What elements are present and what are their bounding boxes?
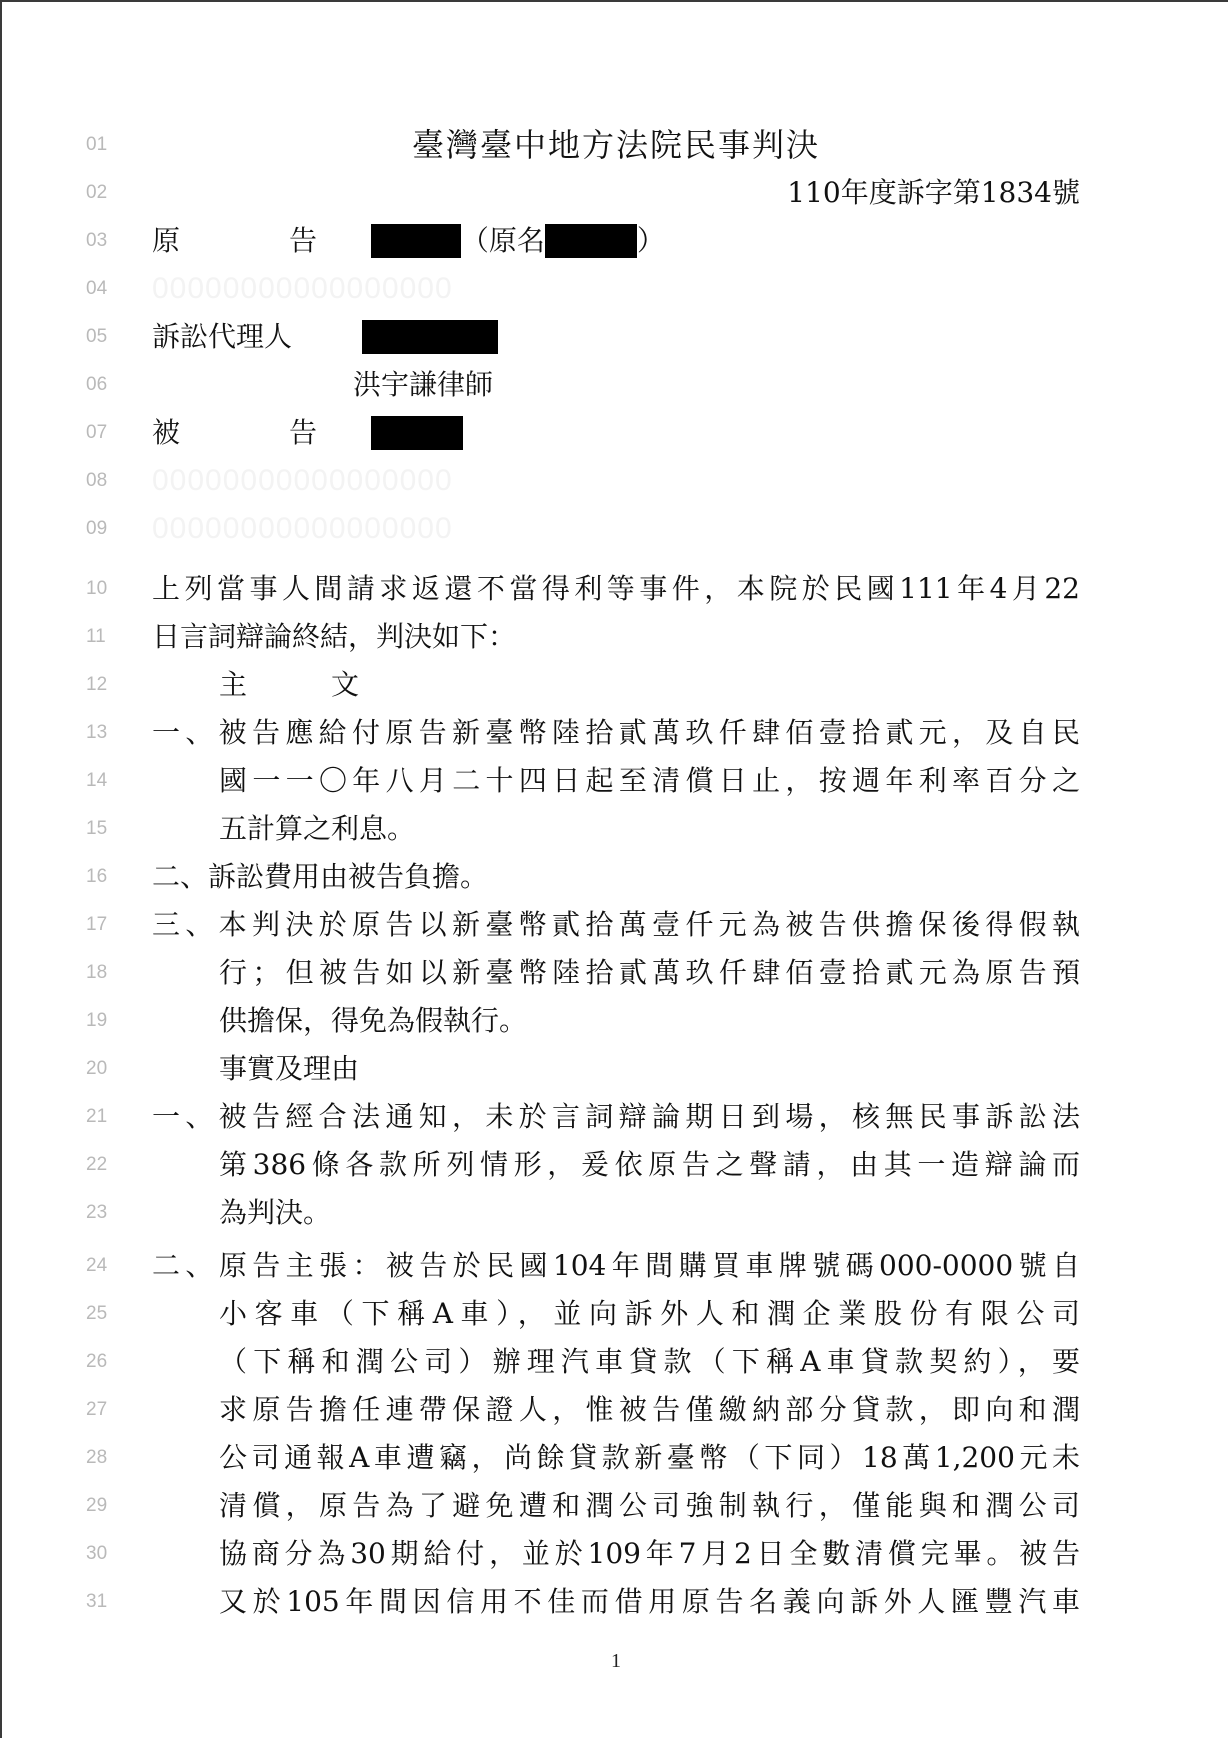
body-text: 上列當事人間請求返還不當得利等事件，本院於民國111年4月22 (152, 572, 1080, 605)
line-13 (2, 709, 1228, 757)
line-number: 19 (86, 1010, 108, 1031)
line-24 (2, 1242, 1228, 1290)
placeholder-address: 00000000000000000 (152, 512, 453, 545)
section-heading-facts: 事實及理由 (219, 1052, 360, 1085)
line-number: 30 (86, 1543, 108, 1564)
line-12 (2, 661, 1228, 709)
line-number: 18 (86, 962, 108, 983)
line-10 (2, 565, 1228, 613)
document-title: 臺灣臺中地方法院民事判決 (411, 126, 820, 164)
line-number: 02 (86, 182, 108, 203)
line-number: 06 (86, 374, 108, 395)
line-23 (2, 1189, 1228, 1237)
line-number: 10 (86, 578, 108, 599)
line-08 (2, 457, 1228, 505)
line-number: 21 (86, 1106, 108, 1127)
line-30 (2, 1530, 1228, 1578)
line-number: 17 (86, 914, 108, 935)
line-number: 03 (86, 230, 108, 251)
line-number: 27 (86, 1399, 108, 1420)
page-number: 1 (611, 1650, 621, 1672)
line-number: 28 (86, 1447, 108, 1468)
counsel-row (152, 313, 498, 361)
line-number: 24 (86, 1255, 108, 1276)
body-text: 求原告擔任連帶保證人，惟被告僅繳納部分貸款，即向和潤 (219, 1393, 1080, 1426)
line-number: 23 (86, 1202, 108, 1223)
line-19 (2, 997, 1228, 1045)
body-text: 協商分為30期給付，並於109年7月2日全數清償完畢。被告 (219, 1537, 1080, 1570)
body-text: 一、被告經合法通知，未於言詞辯論期日到場，核無民事訴訟法 (152, 1100, 1080, 1133)
placeholder-address: 00000000000000000 (152, 272, 453, 305)
body-text: 又於105年間因信用不佳而借用原告名義向訴外人匯豐汽車 (219, 1585, 1080, 1618)
case-number: 110年度訴字第1834號 (787, 176, 1080, 209)
former-name-open: （原名 (460, 224, 545, 257)
line-number: 14 (86, 770, 108, 791)
counsel-label: 訴訟代理人 (152, 320, 293, 353)
line-28 (2, 1434, 1228, 1482)
defendant-row (152, 409, 463, 457)
line-number: 01 (86, 134, 108, 155)
counsel-name-2: 洪宇謙律師 (353, 368, 494, 401)
body-text: 二、原告主張：被告於民國104年間購買車牌號碼000-0000號自 (152, 1249, 1080, 1282)
line-22 (2, 1141, 1228, 1189)
section-heading-main: 主 文 (219, 668, 360, 701)
line-02 (2, 169, 1228, 217)
line-09 (2, 505, 1228, 553)
line-03 (2, 217, 1228, 265)
line-number: 29 (86, 1495, 108, 1516)
body-text: 公司通報A車遭竊，尚餘貸款新臺幣（下同）18萬1,200元未 (219, 1441, 1080, 1474)
redacted-plaintiff-name (371, 224, 461, 258)
line-number: 07 (86, 422, 108, 443)
body-text: 國一一〇年八月二十四日起至清償日止，按週年利率百分之 (219, 764, 1080, 797)
line-27 (2, 1386, 1228, 1434)
line-17 (2, 901, 1228, 949)
line-11 (2, 613, 1228, 661)
redacted-defendant-name (371, 416, 463, 450)
redacted-counsel-name (362, 320, 498, 354)
body-text: 二、訴訟費用由被告負擔。 (152, 860, 489, 893)
line-number: 05 (86, 326, 108, 347)
body-text: 為判決。 (219, 1196, 332, 1229)
plaintiff-row (152, 217, 665, 265)
line-number: 04 (86, 278, 108, 299)
body-text: 供擔保，得免為假執行。 (219, 1004, 528, 1037)
line-04 (2, 265, 1228, 313)
line-18 (2, 949, 1228, 997)
body-text: 三、本判決於原告以新臺幣貳拾萬壹仟元為被告供擔保後得假執 (152, 908, 1080, 941)
line-number: 31 (86, 1591, 108, 1612)
line-21 (2, 1093, 1228, 1141)
line-29 (2, 1482, 1228, 1530)
line-01 (2, 121, 1228, 169)
line-20 (2, 1045, 1228, 1093)
former-name-close: ） (636, 224, 665, 257)
line-number: 11 (86, 626, 106, 647)
line-number: 20 (86, 1058, 108, 1079)
body-text: 小客車（下稱A車），並向訴外人和潤企業股份有限公司 (219, 1297, 1080, 1330)
line-14 (2, 757, 1228, 805)
body-text: 第386條各款所列情形，爰依原告之聲請，由其一造辯論而 (219, 1148, 1080, 1181)
line-16 (2, 853, 1228, 901)
placeholder-address: 00000000000000000 (152, 464, 453, 497)
defendant-label: 被 告 (152, 416, 317, 449)
line-number: 22 (86, 1154, 108, 1175)
line-07 (2, 409, 1228, 457)
line-06 (2, 361, 1228, 409)
plaintiff-label: 原 告 (152, 224, 317, 257)
line-number: 25 (86, 1303, 108, 1324)
body-text: 行；但被告如以新臺幣陸拾貳萬玖仟肆佰壹拾貳元為原告預 (219, 956, 1080, 989)
line-number: 12 (86, 674, 108, 695)
line-number: 13 (86, 722, 108, 743)
line-25 (2, 1290, 1228, 1338)
body-text: 日言詞辯論終結，判決如下： (152, 620, 517, 653)
redacted-former-name (545, 224, 637, 258)
line-26 (2, 1338, 1228, 1386)
body-text: （下稱和潤公司）辦理汽車貸款（下稱A車貸款契約），要 (219, 1345, 1080, 1378)
line-05 (2, 313, 1228, 361)
line-number: 09 (86, 518, 108, 539)
line-number: 26 (86, 1351, 108, 1372)
line-number: 16 (86, 866, 108, 887)
line-15 (2, 805, 1228, 853)
line-number: 15 (86, 818, 108, 839)
body-text: 一、被告應給付原告新臺幣陸拾貳萬玖仟肆佰壹拾貳元，及自民 (152, 716, 1080, 749)
line-number: 08 (86, 470, 108, 491)
body-text: 五計算之利息。 (219, 812, 416, 845)
body-text: 清償，原告為了避免遭和潤公司強制執行，僅能與和潤公司 (219, 1489, 1080, 1522)
line-31 (2, 1578, 1228, 1626)
